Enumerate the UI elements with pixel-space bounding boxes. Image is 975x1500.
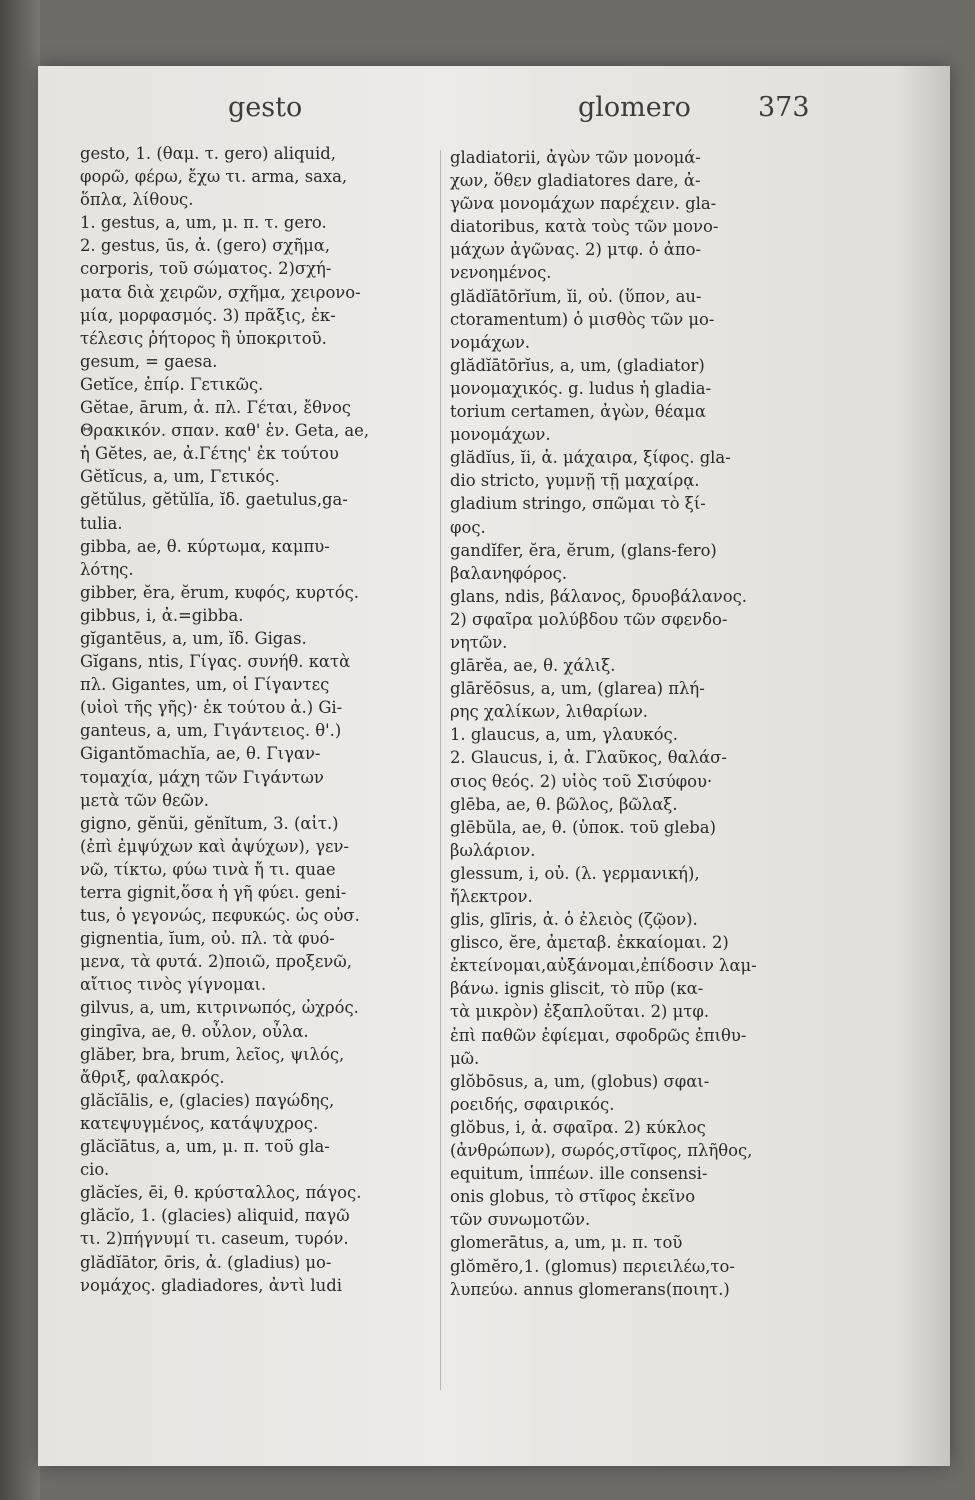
entry-line: μετὰ τῶν θεῶν. bbox=[80, 790, 209, 810]
entry-line: gesum, = gaesa. bbox=[80, 351, 218, 371]
entry-line: Getĭce, ἐπίρ. Γετικῶς. bbox=[80, 374, 264, 394]
entry-line: gignentia, ĭum, οὐ. πλ. τὰ φυό- bbox=[80, 929, 335, 949]
entry-line: glŏmĕro,1. (glomus) περιειλέω,το- bbox=[450, 1256, 735, 1276]
entry-line: (ἀνθρώπων), σωρός,στῖφος, πλῆθος, bbox=[450, 1141, 753, 1161]
entry-line: 1. glaucus, a, um, γλαυκός. bbox=[450, 725, 678, 745]
entry-line: ροειδής, σφαιρικός. bbox=[450, 1094, 615, 1114]
entry-line: gladium stringo, σπῶμαι τὸ ξί- bbox=[450, 494, 706, 514]
entry-line: glăcĭātus, a, um, μ. π. τοῦ gla- bbox=[80, 1137, 330, 1157]
entry-line: Gĕtae, ārum, ἀ. πλ. Γέται, ἔθνος bbox=[80, 398, 351, 418]
entry-line: ἤλεκτρον. bbox=[450, 887, 533, 906]
page-header bbox=[38, 92, 950, 136]
entry-line: gandĭfer, ĕra, ĕrum, (glans-fero) bbox=[450, 540, 717, 560]
entry-line: τομαχία, μάχη τῶν Γιγάντων bbox=[80, 767, 324, 787]
entry-line: νομάχων. bbox=[450, 332, 531, 352]
entry-line: gĕtŭlus, gĕtŭlĭa, ĭδ. gaetulus,ga- bbox=[80, 490, 348, 510]
entry-line: σιος θεός. 2) υἱὸς τοῦ Σισύφου· bbox=[450, 771, 713, 791]
entry-line: glans, ndis, βάλανος, δρυοβάλανος. bbox=[450, 586, 748, 606]
entry-line: ctoramentum) ὁ μισθὸς τῶν μο- bbox=[450, 309, 715, 329]
entry-line: glăber, bra, brum, λεῖος, ψιλός, bbox=[80, 1044, 345, 1064]
book-edge bbox=[0, 0, 40, 1500]
entry-line: glārĕōsus, a, um, (glarea) πλή- bbox=[450, 679, 705, 699]
entry-line: φορῶ, φέρω, ἔχω τι. arma, saxa, bbox=[80, 167, 348, 187]
entry-line: βάνω. ignis gliscit, τὸ πῦρ (κα- bbox=[450, 979, 704, 999]
entry-line: μενα, τὰ φυτά. 2)ποιῶ, προξενῶ, bbox=[80, 952, 352, 972]
entry-line: glārĕa, ae, θ. χάλιξ. bbox=[450, 656, 616, 676]
entry-line: gigno, gĕnŭi, gĕnĭtum, 3. (αἰτ.) bbox=[80, 813, 339, 833]
entry-line: glădĭātor, ōris, ἀ. (gladius) μο- bbox=[80, 1252, 332, 1272]
entry-line: glŏbus, i, ἀ. σφαῖρα. 2) κύκλος bbox=[450, 1117, 706, 1137]
entry-line: cio. bbox=[80, 1160, 110, 1180]
entry-line: glăcĭālis, e, (glacies) παγώδης, bbox=[80, 1090, 335, 1110]
entry-line: γῶνα μονομάχων παρέχειν. gla- bbox=[450, 194, 717, 214]
entry-line: diatoribus, κατὰ τοὺς τῶν μονο- bbox=[450, 217, 719, 237]
entry-line: gilvus, a, um, κιτρινωπός, ὠχρός. bbox=[80, 998, 359, 1018]
entry-line: τῶν συνωμοτῶν. bbox=[450, 1210, 591, 1230]
entry-line: ρης χαλίκων, λιθαρίων. bbox=[450, 702, 649, 722]
entry-line: gingīva, ae, θ. οὖλον, οὖλα. bbox=[80, 1021, 309, 1041]
left-column bbox=[80, 142, 452, 1297]
right-running-headword: glomero bbox=[578, 92, 691, 123]
entry-line: (υἱοὶ τῆς γῆς)· ἐκ τούτου ἀ.) Gi- bbox=[80, 698, 343, 718]
entry-line: φος. bbox=[450, 517, 486, 537]
entry-line: κατεψυγμένος, κατάψυχρος. bbox=[80, 1113, 319, 1133]
entry-line: 2) σφαῖρα μολύβδου τῶν σφενδο- bbox=[450, 609, 728, 629]
entry-line: νενοημένος. bbox=[450, 263, 552, 283]
entry-line: μονομαχικός. g. ludus ἡ gladia- bbox=[450, 378, 712, 398]
page-number: 373 bbox=[758, 92, 810, 123]
entry-line: λυπεύω. annus glomerans(ποιητ.) bbox=[450, 1279, 730, 1299]
entry-line: μία, μορφασμός. 3) πρᾶξις, ἐκ- bbox=[80, 305, 336, 325]
entry-line: νῶ, τίκτω, φύω τινὰ ἤ τι. quae bbox=[80, 859, 336, 879]
entry-line: ὅπλα, λίθους. bbox=[80, 190, 194, 210]
entry-line: πλ. Gigantes, um, οἱ Γίγαντες bbox=[80, 675, 330, 695]
entry-line: gĭgantēus, a, um, ĭδ. Gigas. bbox=[80, 628, 307, 648]
entry-line: glēba, ae, θ. βῶλος, βῶλαξ. bbox=[450, 794, 678, 814]
entry-line: λότης. bbox=[80, 559, 134, 579]
page-gutter-shadow bbox=[895, 66, 950, 1466]
entry-line: onis globus, τὸ στῖφος ἐκεῖνο bbox=[450, 1187, 696, 1207]
entry-line: gibber, ĕra, ĕrum, κυφός, κυρτός. bbox=[80, 582, 359, 602]
entry-line: gesto, 1. (θαμ. τ. gero) aliquid, bbox=[80, 144, 336, 163]
entry-line: tulia. bbox=[80, 513, 123, 533]
entry-line: μονομάχων. bbox=[450, 425, 551, 445]
entry-line: glădĭātōrĭum, ĭi, οὐ. (ὕπον, au- bbox=[450, 286, 702, 306]
entry-line: gladiatorii, ἀγὼν τῶν μονομά- bbox=[450, 148, 701, 167]
left-running-headword: gesto bbox=[228, 92, 303, 123]
entry-line: glēbŭla, ae, θ. (ὑποκ. τοῦ gleba) bbox=[450, 817, 716, 837]
entry-line: μάχων ἀγῶνας. 2) μτφ. ὁ ἀπο- bbox=[450, 240, 702, 260]
entry-line: ἄθριξ, φαλακρός. bbox=[80, 1067, 225, 1087]
entry-line: gibbus, i, ἀ.=gibba. bbox=[80, 605, 244, 625]
entry-line: glădĭātōrĭus, a, um, (gladiator) bbox=[450, 355, 705, 375]
entry-line: Θρακικόν. σπαν. καθ' ἑν. Geta, ae, bbox=[80, 421, 370, 441]
entry-line: gibba, ae, θ. κύρτωμα, καμπυ- bbox=[80, 536, 330, 556]
entry-line: βωλάριον. bbox=[450, 840, 536, 860]
entry-line: torium certamen, ἀγὼν, θέαμα bbox=[450, 402, 706, 422]
entry-line: Gĭgans, ntis, Γίγας. συνήθ. κατὰ bbox=[80, 652, 351, 672]
entry-line: 2. gestus, ūs, ἀ. (gero) σχῆμα, bbox=[80, 236, 331, 256]
entry-line: χων, ὅθεν gladiatores dare, ἀ- bbox=[450, 171, 701, 191]
entry-line: corporis, τοῦ σώματος. 2)σχή- bbox=[80, 259, 332, 279]
entry-line: τέλεσις ῥήτορος ἢ ὑποκριτοῦ. bbox=[80, 328, 327, 348]
entry-line: glŏbōsus, a, um, (globus) σφαι- bbox=[450, 1071, 710, 1091]
entry-line: glădĭus, ĭi, ἀ. μάχαιρα, ξίφος. gla- bbox=[450, 448, 731, 468]
entry-line: Gĕtĭcus, a, um, Γετικός. bbox=[80, 467, 280, 487]
entry-line: μῶ. bbox=[450, 1048, 480, 1068]
entry-line: αἴτιος τινὸς γίγνομαι. bbox=[80, 975, 267, 995]
entry-line: glis, glīris, ἀ. ὁ ἐλειὸς (ζῷον). bbox=[450, 910, 698, 930]
entry-line: glessum, i, οὐ. (λ. γερμανική), bbox=[450, 863, 700, 883]
entry-line: tus, ὁ γεγονώς, πεφυκώς. ὡς οὐσ. bbox=[80, 906, 360, 926]
entry-line: ἐπὶ παθῶν ἐφίεμαι, σφοδρῶς ἐπιθυ- bbox=[450, 1025, 747, 1045]
entry-line: ἐκτείνομαι,αὐξάνομαι,ἐπίδοσιν λαμ- bbox=[450, 956, 757, 976]
entry-line: Gigantŏmachĭa, ae, θ. Γιγαν- bbox=[80, 744, 321, 764]
entry-line: dio stricto, γυμνῇ τῇ μαχαίρᾳ. bbox=[450, 471, 700, 491]
entry-line: νομάχος. gladiadores, ἀντὶ ludi bbox=[80, 1275, 342, 1295]
entry-line: glomerātus, a, um, μ. π. τοῦ bbox=[450, 1233, 683, 1253]
entry-line: τὰ μικρὸν) ἐξαπλοῦται. 2) μτφ. bbox=[450, 1002, 710, 1022]
entry-line: 1. gestus, a, um, μ. π. τ. gero. bbox=[80, 213, 327, 233]
entry-line: equitum, ἱππέων. ille consensi- bbox=[450, 1164, 708, 1184]
entry-line: βαλανηφόρος. bbox=[450, 563, 568, 583]
entry-line: νητῶν. bbox=[450, 632, 508, 652]
entry-line: ἡ Gĕtes, ae, ἀ.Γέτης' ἐκ τούτου bbox=[80, 444, 339, 464]
entry-line: terra gignit,ὅσα ἡ γῆ φύει. geni- bbox=[80, 883, 347, 902]
entry-line: ματα διὰ χειρῶν, σχῆμα, χειρονο- bbox=[80, 282, 361, 302]
entry-line: glisco, ĕre, ἀμεταβ. ἐκκαίομαι. 2) bbox=[450, 933, 729, 953]
entry-line: 2. Glaucus, i, ἀ. Γλαῦκος, θαλάσ- bbox=[450, 748, 727, 768]
entry-line: glăcĭes, ēi, θ. κρύσταλλος, πάγος. bbox=[80, 1183, 362, 1203]
entry-line: (ἐπὶ ἐμψύχων καὶ ἀψύχων), γεν- bbox=[80, 836, 350, 856]
entry-line: τι. 2)πήγνυμί τι. caseum, τυρόν. bbox=[80, 1229, 349, 1249]
entry-line: ganteus, a, um, Γιγάντειος. θ'.) bbox=[80, 721, 342, 741]
right-column bbox=[450, 146, 830, 1301]
entry-line: glăcĭo, 1. (glacies) aliquid, παγῶ bbox=[80, 1206, 350, 1226]
